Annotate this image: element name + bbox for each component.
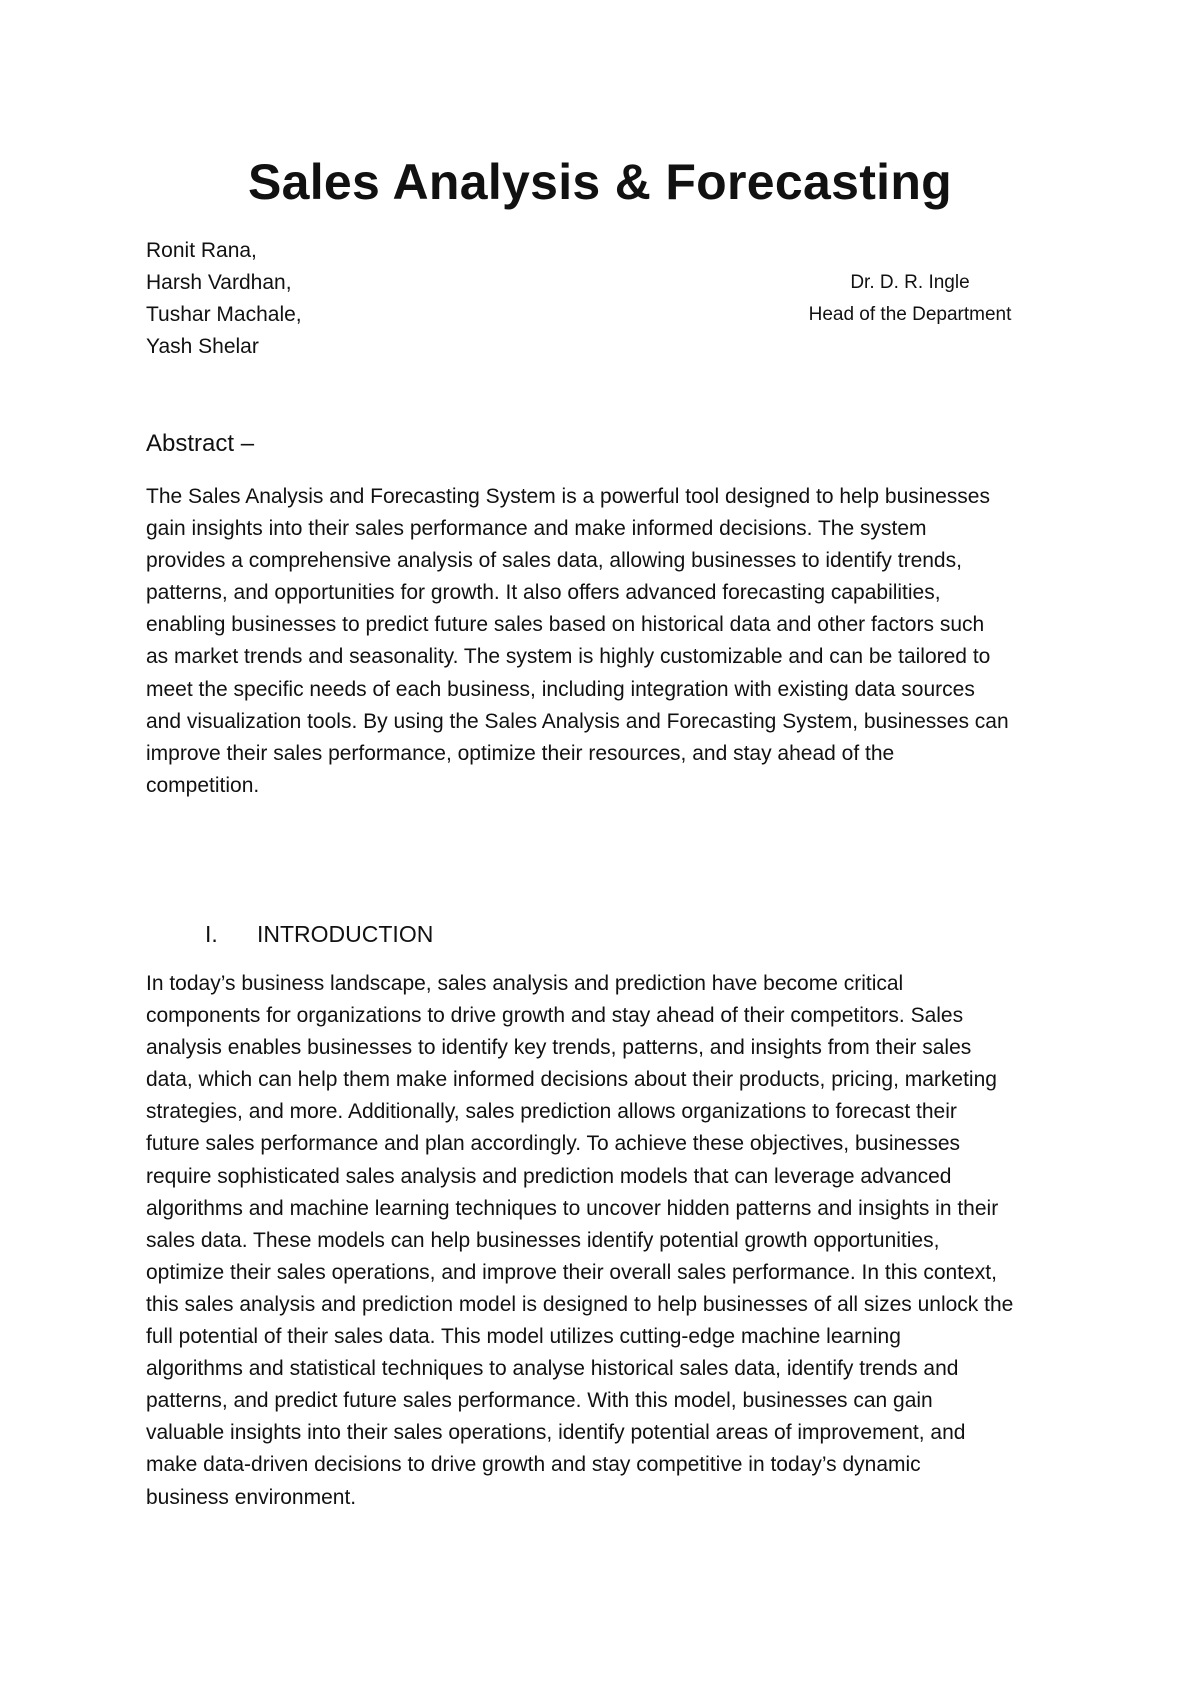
abstract-line: gain insights into their sales performance and make informed decisions. The system [146, 517, 927, 541]
author-name: Ronit Rana, [146, 239, 257, 262]
introduction-line: business environment. [146, 1485, 357, 1509]
introduction-line: this sales analysis and prediction model is designed to help businesses of all sizes unlock the [146, 1292, 1014, 1316]
section-heading-introduction [205, 918, 433, 950]
abstract-line: The Sales Analysis and Forecasting System is a powerful tool designed to help businesses [146, 485, 990, 508]
introduction-line: make data-driven decisions to drive growth and stay competitive in today’s dynamic [146, 1453, 921, 1477]
introduction-body [146, 968, 1066, 1514]
abstract-body [146, 481, 1066, 802]
abstract-line: as market trends and seasonality. The system is highly customizable and can be tailored to [146, 645, 991, 669]
paper-title: Sales Analysis & Forecasting [247, 154, 953, 210]
introduction-line: components for organizations to drive growth and stay ahead of their competitors. Sales [146, 1004, 964, 1028]
section-number: I. [205, 921, 218, 947]
introduction-line: algorithms and machine learning techniques to uncover hidden patterns and insights in their [146, 1196, 999, 1220]
introduction-line: optimize their sales operations, and improve their overall sales performance. In this context, [146, 1260, 997, 1284]
author-name: Harsh Vardhan, [146, 271, 292, 294]
abstract-line: improve their sales performance, optimize their resources, and stay ahead of the [146, 741, 895, 765]
section-title: INTRODUCTION [257, 921, 434, 947]
introduction-line: In today’s business landscape, sales analysis and prediction have become critical [146, 972, 904, 995]
abstract-line: competition. [146, 773, 260, 797]
introduction-line: full potential of their sales data. This model utilizes cutting-edge machine learning [146, 1325, 901, 1349]
abstract-line: and visualization tools. By using the Sales Analysis and Forecasting System, businesses can [146, 709, 1009, 733]
introduction-line: patterns, and predict future sales performance. With this model, businesses can gain [146, 1389, 933, 1413]
introduction-line: strategies, and more. Additionally, sales prediction allows organizations to forecast their [146, 1100, 957, 1124]
introduction-line: analysis enables businesses to identify key trends, patterns, and insights from their sales [146, 1036, 972, 1060]
introduction-line: algorithms and statistical techniques to analyse historical sales data, identify trends and [146, 1357, 959, 1381]
abstract-line: patterns, and opportunities for growth. It also offers advanced forecasting capabilities, [146, 581, 941, 605]
author-name: Tushar Machale, [146, 303, 302, 326]
introduction-line: sales data. These models can help businesses identify potential growth opportunities, [146, 1228, 940, 1252]
abstract-line: enabling businesses to predict future sales based on historical data and other factors such [146, 613, 985, 637]
introduction-line: data, which can help them make informed decisions about their products, pricing, marketing [146, 1068, 997, 1092]
author-name: Yash Shelar [146, 335, 259, 358]
introduction-line: future sales performance and plan accordingly. To achieve these objectives, businesses [146, 1132, 961, 1156]
introduction-line: require sophisticated sales analysis and prediction models that can leverage advanced [146, 1164, 952, 1188]
supervisor-role: Head of the Department [808, 304, 1012, 325]
abstract-heading: Abstract – [146, 430, 255, 457]
abstract-line: provides a comprehensive analysis of sales data, allowing businesses to identify trends, [146, 549, 962, 573]
supervisor-name: Dr. D. R. Ingle [850, 272, 970, 293]
introduction-line: valuable insights into their sales operations, identify potential areas of improvement, and [146, 1421, 966, 1445]
supervisor-block [790, 267, 1030, 331]
abstract-line: meet the specific needs of each business, including integration with existing data sources [146, 677, 975, 701]
author-list [146, 235, 546, 363]
